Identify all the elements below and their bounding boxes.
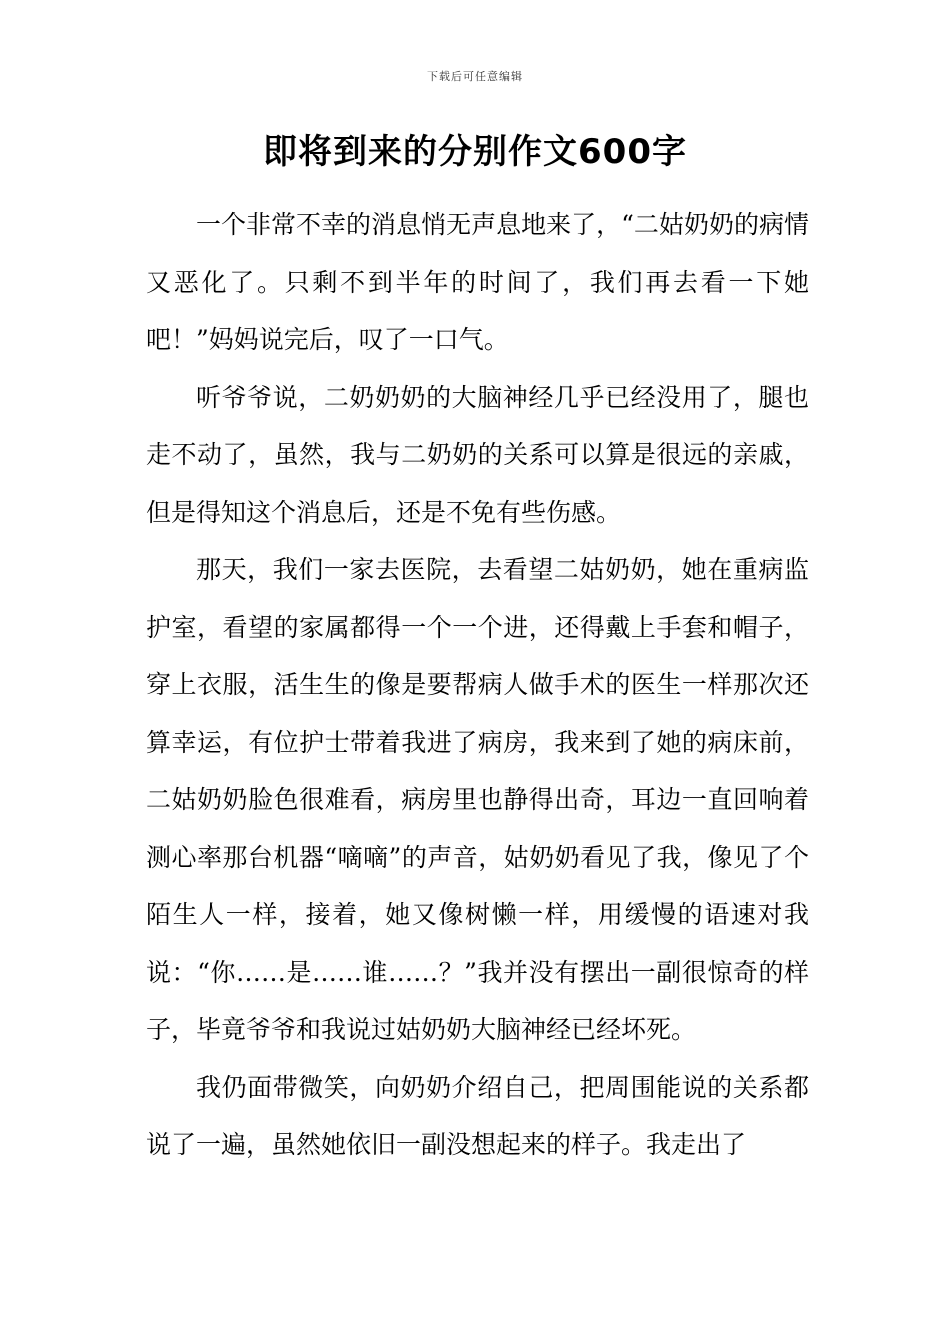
document-body [146,196,809,1174]
paragraph-4: 我仍面带微笑，向奶奶介绍自己，把周围能说的关系都说了一遍，虽然她依旧一副没想起来的样子。我走出了 [146,1072,809,1159]
header-note: 下载后可任意编辑 [427,70,523,83]
document-title: 即将到来的分别作文600字 [263,132,687,172]
paragraph-3: 那天，我们一家去医院，去看望二姑奶奶，她在重病监护室，看望的家属都得一个一个进，还得戴上手套和帽子，穿上衣服，活生生的像是要帮病人做手术的医生一样那次还算幸运，有位护士带着我进了病房，我来到了她的病床前，二姑奶奶脸色很难看，病房里也静得出奇，耳边一直回响着测心率那台机器“嘀嘀”的声音，姑奶奶看见了我，像见了个陌生人一样，接着，她又像树懒一样，用缓慢的语速对我说：“你……是……谁……？”我并没有摆出一副很惊奇的样子，毕竟爷爷和我说过姑奶奶大脑神经已经坏死。 [146,555,809,1044]
paragraph-2: 听爷爷说，二奶奶奶的大脑神经几乎已经没用了，腿也走不动了，虽然，我与二奶奶的关系可以算是很远的亲戚，但是得知这个消息后，还是不免有些伤感。 [146,382,809,527]
paragraph-1: 一个非常不幸的消息悄无声息地来了，“二姑奶奶的病情又恶化了。只剩不到半年的时间了，我们再去看一下她吧！”妈妈说完后，叹了一口气。 [146,210,809,354]
